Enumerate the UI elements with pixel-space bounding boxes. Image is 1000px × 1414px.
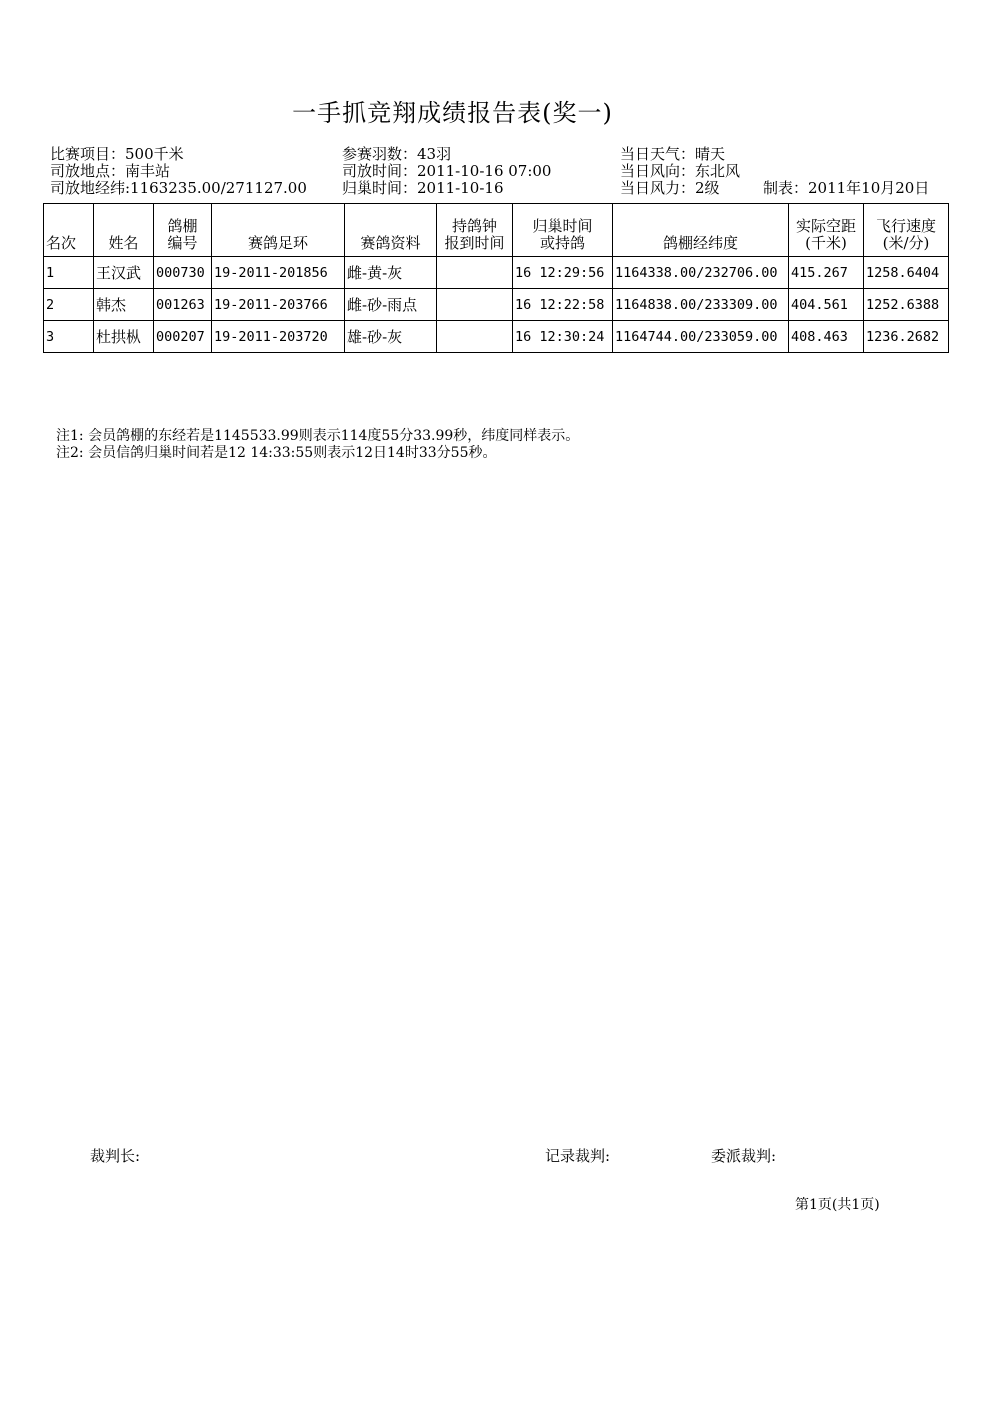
release-coords: 司放地经纬:1163235.00/271127.00	[50, 179, 307, 197]
header-speed-l2: (米/分)	[882, 234, 930, 252]
cell-bird-info: 雌-砂-雨点	[345, 289, 437, 321]
wind-force: 当日风力：2级	[620, 179, 720, 197]
cell-coords: 1164838.00/233309.00	[613, 289, 789, 321]
cell-name: 王汉武	[94, 257, 154, 289]
cell-name: 韩杰	[94, 289, 154, 321]
note-2: 注2: 会员信鸽归巢时间若是12 14:33:55则表示12日14时33分55秒。	[56, 445, 497, 461]
cell-distance: 408.463	[789, 321, 864, 353]
header-distance-l2: (千米)	[805, 234, 847, 252]
cell-loft-id: 000730	[154, 257, 212, 289]
table-row	[44, 321, 949, 353]
header-speed	[864, 204, 949, 257]
chief-judge-label: 裁判长:	[90, 1147, 141, 1165]
header-ring: 赛鸽足环	[212, 204, 345, 257]
cell-speed: 1236.2682	[864, 321, 949, 353]
note-1: 注1: 会员鸽棚的东经若是1145533.99则表示114度55分33.99秒，纬度同样表示。	[56, 428, 580, 444]
header-distance-l1: 实际空距	[795, 217, 856, 235]
header-name: 姓名	[94, 204, 154, 257]
cell-distance: 404.561	[789, 289, 864, 321]
cell-clock-time	[437, 321, 513, 353]
cell-loft-id: 000207	[154, 321, 212, 353]
header-return-time-l2: 或持鸽	[539, 234, 585, 252]
entries-count: 参赛羽数：43羽	[342, 145, 452, 163]
header-clock-time	[437, 204, 513, 257]
cell-rank: 1	[44, 257, 94, 289]
header-loft-id	[154, 204, 212, 257]
results-table	[43, 203, 949, 353]
page-title: 一手抓竞翔成绩报告表(奖一)	[292, 99, 613, 127]
header-bird-info: 赛鸽资料	[345, 204, 437, 257]
table-row	[44, 289, 949, 321]
header-clock-time-l2: 报到时间	[444, 234, 505, 252]
header-return-time-l1: 归巢时间	[532, 217, 593, 235]
cell-rank: 3	[44, 321, 94, 353]
cell-bird-info: 雌-黄-灰	[345, 257, 437, 289]
assigned-judge-label: 委派裁判:	[711, 1147, 777, 1165]
cell-coords: 1164338.00/232706.00	[613, 257, 789, 289]
header-speed-l1: 飞行速度	[875, 217, 936, 235]
cell-ring: 19-2011-201856	[212, 257, 345, 289]
cell-return-time: 16 12:30:24	[513, 321, 613, 353]
release-time: 司放时间：2011-10-16 07:00	[342, 162, 552, 180]
header-rank: 名次	[44, 204, 94, 257]
header-clock-time-l1: 持鸽钟	[451, 217, 497, 235]
cell-return-time: 16 12:29:56	[513, 257, 613, 289]
header-return-time	[513, 204, 613, 257]
release-place: 司放地点：南丰站	[50, 162, 171, 180]
return-time: 归巢时间：2011-10-16	[342, 179, 504, 197]
cell-ring: 19-2011-203766	[212, 289, 345, 321]
table-header-row	[44, 204, 949, 257]
cell-speed: 1252.6388	[864, 289, 949, 321]
cell-return-time: 16 12:22:58	[513, 289, 613, 321]
header-loft-id-l1: 鸽棚	[167, 217, 198, 235]
record-judge-label: 记录裁判:	[545, 1147, 611, 1165]
race-item: 比赛项目：500千米	[50, 145, 184, 163]
table-row	[44, 257, 949, 289]
cell-rank: 2	[44, 289, 94, 321]
cell-loft-id: 001263	[154, 289, 212, 321]
cell-clock-time	[437, 257, 513, 289]
cell-ring: 19-2011-203720	[212, 321, 345, 353]
wind-direction: 当日风向：东北风	[620, 162, 741, 180]
page-number: 第1页(共1页)	[795, 1197, 880, 1213]
cell-coords: 1164744.00/233059.00	[613, 321, 789, 353]
header-loft-id-l2: 编号	[167, 234, 198, 252]
cell-speed: 1258.6404	[864, 257, 949, 289]
prepared-date: 制表：2011年10月20日	[763, 179, 930, 197]
cell-bird-info: 雄-砂-灰	[345, 321, 437, 353]
cell-name: 杜拱枞	[94, 321, 154, 353]
cell-distance: 415.267	[789, 257, 864, 289]
weather: 当日天气：晴天	[620, 145, 726, 163]
cell-clock-time	[437, 289, 513, 321]
header-distance	[789, 204, 864, 257]
header-coords: 鸽棚经纬度	[613, 204, 789, 257]
